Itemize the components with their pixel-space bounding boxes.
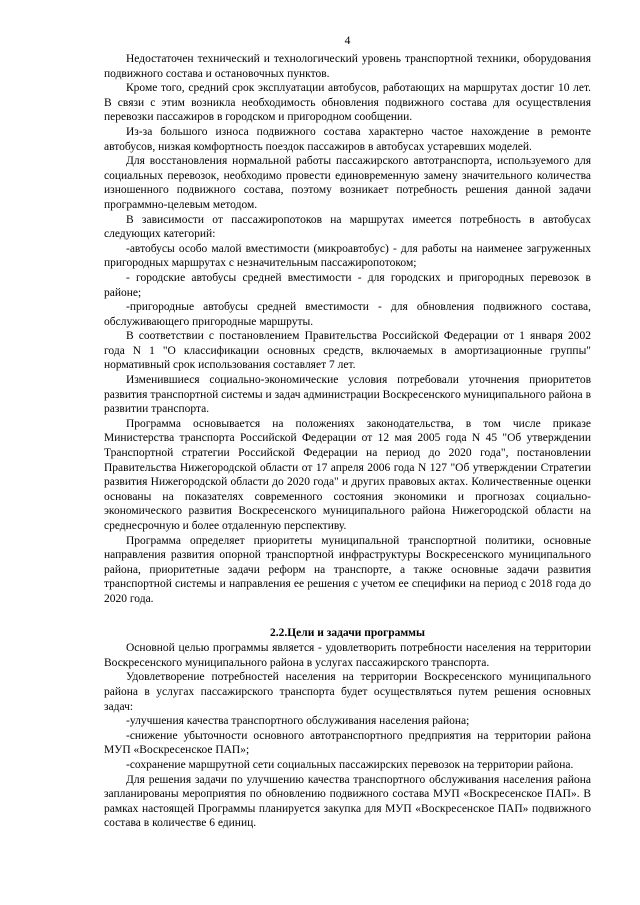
list-item: - городские автобусы средней вместимости - для городских и пригородных перевозок в районе;: [104, 271, 591, 299]
section-heading: 2.2.Цели и задачи программы: [269, 626, 425, 639]
paragraph: В соответствии с постановлением Правительства Российской Федерации от 1 января 2002 года N 1 "О классификации основных средств, включаемых в амортизационные группы" нормативный срок использования составляет 7 лет.: [104, 330, 591, 372]
paragraph: В зависимости от пассажиропотоков на маршрутах имеется потребность в автобусах следующих категорий:: [104, 213, 591, 241]
list-item: -сохранение маршрутной сети социальных пассажирских перевозок на территории района.: [126, 758, 574, 771]
paragraph: Основной целью программы является - удовлетворить потребности населения на территории Воскресенского муниципального района в услугах пассажирского транспорта.: [104, 642, 591, 669]
paragraph: Удовлетворение потребностей населения на территории Воскресенского муниципального района в услугах пассажирского транспорта будет осуществляться путем решения основных задач:: [104, 671, 591, 713]
paragraph: Недостаточен технический и технологический уровень транспортной техники, оборудования подвижного состава и остановочных пунктов.: [104, 53, 591, 80]
paragraph: Изменившиеся социально-экономические условия потребовали уточнения приоритетов развития транспортной системы и задач администрации Воскресенского муниципального района в развитии транспорта.: [104, 374, 591, 416]
paragraph: Программа основывается на положениях законодательства, в том числе приказе Министерства транспорта Российской Федерации от 12 мая 2005 года N 45 "Об утверждении Транспортной стратегии Российской Федерации на период до 2020 года", постановлении Правительства Нижегородской области от 17 апреля 2006 года N 127 "Об утверждении Стратегии развития Нижегородской области до 2020 года" и других правовых актах. Количественные оценки основаны на показателях современного состояния экономики и прогнозах социально-экономического развития Воскресенского муниципального района Нижегородской области на среднесрочную и более отдаленную перспективу.: [104, 417, 591, 532]
list-item: -пригородные автобусы средней вместимости - для обновления подвижного состава, обслуживающего пригородные маршруты.: [104, 301, 591, 328]
paragraph: Для решения задачи по улучшению качества транспортного обслуживания населения района запланированы мероприятия по обновлению подвижного состава МУП «Воскресенское ПАП». В рамках настоящей Программы планируется закупка для МУП «Воскресенское ПАП» подвижного состава в количестве 6 единиц.: [104, 773, 591, 830]
list-item: -улучшения качества транспортного обслуживания населения района;: [126, 715, 470, 728]
paragraph: Программа определяет приоритеты муниципальной транспортной политики, основные направления развития опорной транспортной инфраструктуры Воскресенского муниципального района, приоритетные задачи реформ на транспорте, а также основные задачи развития транспортной системы и направления ее решения с учетом ее специфики на период с 2018 года до 2020 года.: [104, 534, 591, 605]
paragraph: Кроме того, средний срок эксплуатации автобусов, работающих на маршрутах достиг 10 лет. В связи с этим возникла необходимость обновления подвижного состава для осуществления перевозки пассажиров в городском и пригородном сообщении.: [104, 82, 591, 124]
page-number: 4: [344, 35, 351, 47]
list-item: -автобусы особо малой вместимости (микроавтобус) - для работы на наименее загруженных пригородных маршрутах с незначительным пассажиропотоком;: [104, 242, 591, 270]
paragraph: Из-за большого износа подвижного состава характерно частое нахождение в ремонте автобусов, низкая комфортность поездок пассажиров в автобусах устаревших моделей.: [104, 125, 591, 153]
paragraph: Для восстановления нормальной работы пассажирского автотранспорта, используемого для социальных перевозок, необходимо провести единовременную замену значительного количества изношенного подвижного состава, поэтому возникает потребность решения данной задачи программно-целевым методом.: [104, 155, 591, 211]
list-item: -снижение убыточности основного автотранспортного предприятия на территории района МУП «Воскресенское ПАП»;: [104, 729, 591, 757]
